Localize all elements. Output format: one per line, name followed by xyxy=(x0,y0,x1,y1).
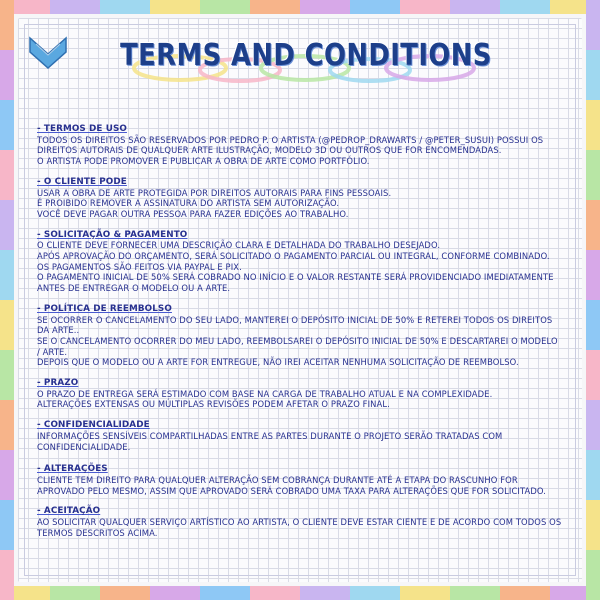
frame-stripe xyxy=(50,0,100,14)
frame-stripe xyxy=(400,0,450,14)
terms-section xyxy=(37,177,562,220)
section-line: É PROIBIDO REMOVER A ASSINATURA DO ARTISTA SEM AUTORIZAÇÃO. xyxy=(37,198,340,209)
frame-stripe xyxy=(586,400,600,450)
section-line: APÓS APROVAÇÃO DO ORÇAMENTO, SERÁ SOLICITADO O PAGAMENTO PARCIAL OU INTEGRAL, CONFORME COMBINADO. xyxy=(37,251,550,262)
frame-bottom xyxy=(0,586,600,600)
frame-stripe xyxy=(500,0,550,14)
section-line: O CLIENTE DEVE FORNECER UMA DESCRIÇÃO CLARA E DETALHADA DO TRABALHO DESEJADO. xyxy=(37,240,441,251)
frame-stripe xyxy=(0,250,14,300)
frame-stripe xyxy=(400,586,450,600)
frame-stripe xyxy=(0,350,14,400)
frame-stripe xyxy=(586,300,600,350)
frame-stripe xyxy=(586,550,600,600)
section-heading-text: - ALTERAÇÕES xyxy=(37,464,108,475)
frame-stripe xyxy=(586,50,600,100)
frame-stripe xyxy=(350,0,400,14)
section-heading xyxy=(37,420,562,431)
frame-stripe xyxy=(0,300,14,350)
section-line: DEPOIS QUE O MODELO OU A ARTE FOR ENTREGUE, NÃO IREI ACEITAR NENHUMA SOLICITAÇÃO DE REEMBOLSO. xyxy=(37,357,519,368)
frame-stripe xyxy=(350,586,400,600)
title-area xyxy=(90,28,520,88)
section-heading xyxy=(37,304,562,315)
section-line: CLIENTE TEM DIREITO PARA QUALQUER ALTERAÇÃO SEM COBRANÇA DURANTE ATÉ A ETAPA DO RASCUNHO FOR APROVADO PELO MESMO, ASSIM QUE APROVADO SERÁ COBRADO UMA TAXA PARA ALTERAÇÕES QUE FOR SOLICITADO. xyxy=(37,474,547,496)
frame-stripe xyxy=(586,250,600,300)
section-heading-text: - SOLICITAÇÃO & PAGAMENTO xyxy=(37,229,188,240)
frame-stripe xyxy=(0,550,14,600)
section-heading-text: - TERMOS DE USO xyxy=(37,124,127,134)
frame-stripe xyxy=(0,100,14,150)
frame-stripe xyxy=(250,0,300,14)
section-heading-text: - PRAZO xyxy=(37,378,79,389)
frame-stripe xyxy=(250,586,300,600)
section-line: O ARTISTA PODE PROMOVER E PUBLICAR A OBRA DE ARTE COMO PORTFÓLIO. xyxy=(37,156,370,167)
section-heading-text: - CONFIDENCIALIDADE xyxy=(37,420,150,431)
frame-stripe xyxy=(586,450,600,500)
frame-stripe xyxy=(586,100,600,150)
frame-stripe xyxy=(50,586,100,600)
frame-stripe xyxy=(150,586,200,600)
section-heading xyxy=(37,464,562,475)
section-line: VOCÊ DEVE PAGAR OUTRA PESSOA PARA FAZER EDIÇÕES AO TRABALHO. xyxy=(37,208,349,219)
section-line: TODOS OS DIREITOS SÃO RESERVADOS POR PEDRO P. O ARTISTA (@PEDROP_DRAWARTS / @PETER_SUSUI) POSSUI OS DIREITOS AUTORAIS DE QUALQUER ARTE ILUSTRAÇÃO, MODELO 3D OU OUTROS QUE FOR ENCOMENDADAS. xyxy=(37,134,544,156)
section-line: USAR A OBRA DE ARTE PROTEGIDA POR DIREITOS AUTORAIS PARA FINS PESSOAIS. xyxy=(37,187,392,198)
section-line: OS PAGAMENTOS SÃO FEITOS VIA PAYPAL E PIX. xyxy=(37,261,242,272)
frame-stripe xyxy=(586,500,600,550)
frame-stripe xyxy=(300,0,350,14)
frame-stripe xyxy=(0,400,14,450)
frame-stripe xyxy=(0,150,14,200)
frame-stripe xyxy=(0,200,14,250)
frame-stripe xyxy=(150,0,200,14)
frame-stripe xyxy=(586,150,600,200)
frame-stripe xyxy=(450,0,500,14)
frame-stripe xyxy=(100,586,150,600)
terms-section xyxy=(37,304,562,368)
terms-section xyxy=(37,124,562,167)
frame-stripe xyxy=(450,586,500,600)
frame-stripe xyxy=(0,450,14,500)
section-heading xyxy=(37,177,562,188)
terms-content xyxy=(37,124,562,549)
frame-stripe xyxy=(200,0,250,14)
section-line: O PAGAMENTO INICIAL DE 50% SERÁ COBRADO NO INÍCIO E O VALOR RESTANTE SERÁ PROVIDENCIADO IMEDIATAMENTE ANTES DE ENTREGAR O MODELO OU A ARTE. xyxy=(37,272,554,294)
page-title: TERMS AND CONDITIONS xyxy=(120,38,492,73)
terms-section xyxy=(37,230,562,294)
section-line: AO SOLICITAR QUALQUER SERVIÇO ARTÍSTICO AO ARTISTA, O CLIENTE DEVE ESTAR CIENTE E DE ACORDO COM TODOS OS TERMOS DESCRITOS ACIMA. xyxy=(37,517,562,538)
frame-stripe xyxy=(586,200,600,250)
frame-top xyxy=(0,0,600,14)
frame-stripe xyxy=(300,586,350,600)
terms-section xyxy=(37,378,562,410)
section-line: O PRAZO DE ENTREGA SERÁ ESTIMADO COM BASE NA CARGA DE TRABALHO ATUAL E NA COMPLEXIDADE. xyxy=(37,388,493,399)
frame-stripe xyxy=(0,0,14,50)
frame-left xyxy=(0,0,14,600)
section-heading-text: - ACEITAÇÃO xyxy=(37,506,101,517)
section-heading xyxy=(37,378,562,389)
section-heading-text: - O CLIENTE PODE xyxy=(37,176,127,187)
frame-stripe xyxy=(100,0,150,14)
terms-section xyxy=(37,464,562,496)
chevron-down-icon xyxy=(28,32,68,72)
frame-right xyxy=(586,0,600,600)
section-heading xyxy=(37,124,562,135)
frame-stripe xyxy=(586,0,600,50)
section-line: ALTERAÇÕES EXTENSAS OU MÚLTIPLAS REVISÕES PODEM AFETAR O PRAZO FINAL. xyxy=(37,399,390,410)
terms-section xyxy=(37,506,562,538)
section-line: SE O CANCELAMENTO OCORRER DO MEU LADO, REEMBOLSAREI O DEPÓSITO INICIAL DE 50% E DESCARTAREI O MODELO / ARTE. xyxy=(37,335,558,357)
section-line: INFORMAÇÕES SENSÍVEIS COMPARTILHADAS ENTRE AS PARTES DURANTE O PROJETO SERÃO TRATADAS COM CONFIDENCIALIDADE. xyxy=(37,430,503,452)
frame-stripe xyxy=(200,586,250,600)
section-line: SE OCORRER O CANCELAMENTO DO SEU LADO, MANTEREI O DEPÓSITO INICIAL DE 50% E RETEREI TODOS OS DIREITOS DA ARTE.. xyxy=(37,314,553,336)
section-heading xyxy=(37,506,562,517)
frame-stripe xyxy=(0,500,14,550)
frame-stripe xyxy=(0,50,14,100)
terms-section xyxy=(37,420,562,452)
frame-stripe xyxy=(500,586,550,600)
frame-stripe xyxy=(586,350,600,400)
section-heading-text: - POLÍTICA DE REEMBOLSO xyxy=(37,303,172,314)
section-heading xyxy=(37,230,562,241)
